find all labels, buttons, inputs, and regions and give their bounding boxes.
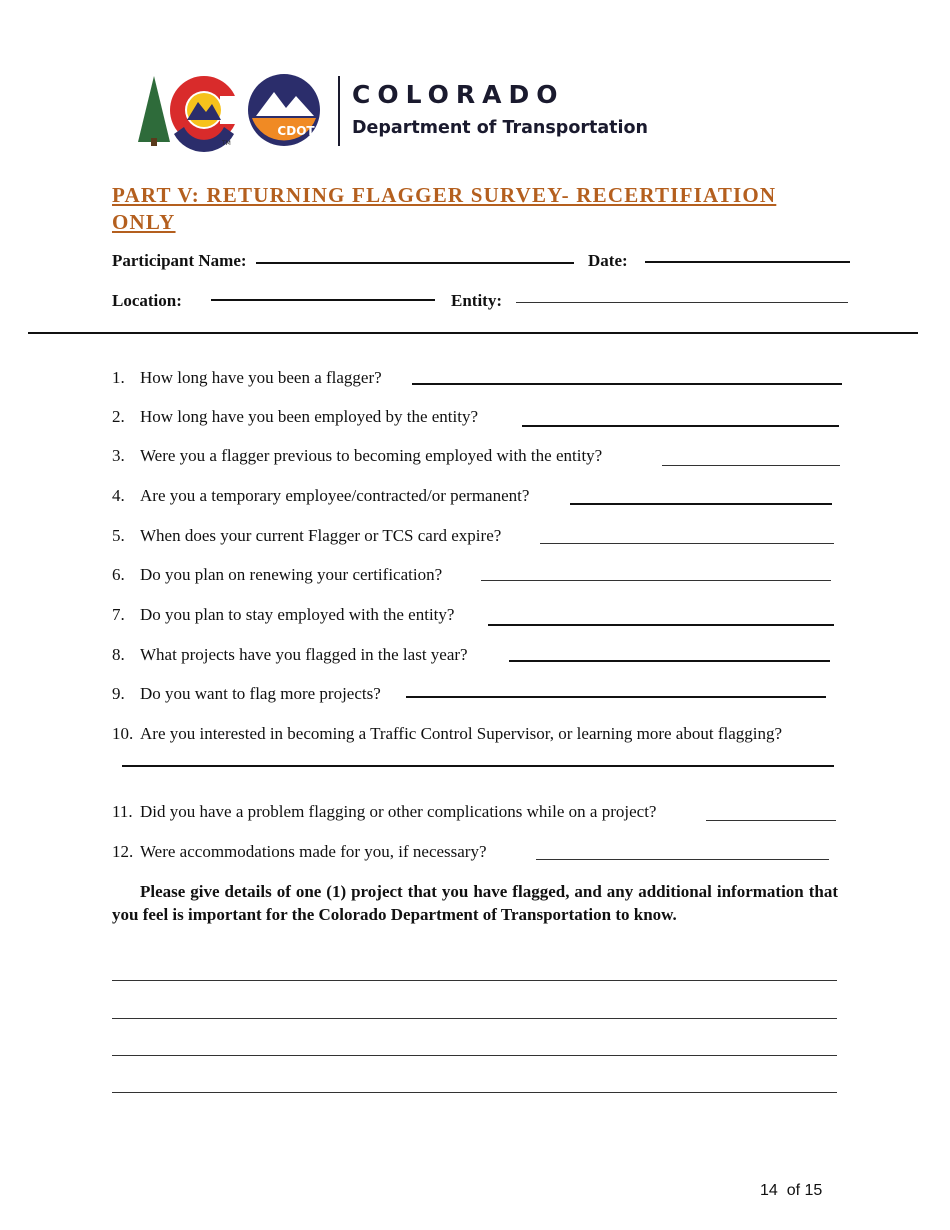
question-text: Are you a temporary employee/contracted/or permanent? xyxy=(140,486,530,505)
question-text: Do you plan on renewing your certification? xyxy=(140,565,443,584)
answer-line-2[interactable] xyxy=(522,425,839,427)
question-5 xyxy=(112,526,501,546)
question-1 xyxy=(112,368,382,388)
question-number: 10. xyxy=(112,724,134,743)
cdot-badge-text: CDOT xyxy=(277,124,315,138)
answer-line-4[interactable] xyxy=(570,503,832,505)
question-number: 6. xyxy=(112,565,125,584)
question-number: 11. xyxy=(112,802,133,821)
date-label: Date: xyxy=(588,251,628,270)
page-of: of xyxy=(786,1182,801,1199)
question-number: 4. xyxy=(112,486,125,505)
section-title: PART V: RETURNING FLAGGER SURVEY- RECERTIFIATION ONLY xyxy=(112,183,777,234)
location-field[interactable] xyxy=(211,299,435,301)
question-text: When does your current Flagger or TCS card expire? xyxy=(140,526,502,545)
question-text: Are you interested in becoming a Traffic Control Supervisor, or learning more about flagging? xyxy=(140,724,783,743)
question-2 xyxy=(112,407,478,427)
question-number: 5. xyxy=(112,526,125,545)
answer-line-1[interactable] xyxy=(412,383,842,385)
entity-field[interactable] xyxy=(516,302,848,303)
page-number xyxy=(760,1182,822,1200)
entity-label: Entity: xyxy=(451,291,502,310)
answer-line-9[interactable] xyxy=(406,696,826,698)
question-number: 12. xyxy=(112,842,134,861)
answer-line-3[interactable] xyxy=(662,465,840,466)
details-prompt: Please give details of one (1) project that you have flagged, and any additional information that you feel is important for the Colorado Department of Transportation to know. xyxy=(112,882,838,924)
participant-name-label: Participant Name: xyxy=(112,251,247,270)
question-7 xyxy=(112,605,454,625)
question-9 xyxy=(112,684,381,704)
question-8 xyxy=(112,645,468,665)
answer-line-6[interactable] xyxy=(481,580,831,581)
department-name: Department of Transportation xyxy=(352,118,649,138)
question-text: What projects have you flagged in the last year? xyxy=(140,645,468,664)
answer-line-8[interactable] xyxy=(509,660,830,662)
details-line[interactable] xyxy=(112,1092,837,1093)
question-text: Do you plan to stay employed with the entity? xyxy=(140,605,455,624)
page-total: 15 xyxy=(804,1182,823,1199)
brand-divider xyxy=(338,76,340,146)
question-text: Do you want to flag more projects? xyxy=(140,684,381,703)
participant-name-field[interactable] xyxy=(256,262,574,264)
question-number: 3. xyxy=(112,446,125,465)
org-name: COLORADO xyxy=(352,80,565,109)
colorado-c-logo-icon xyxy=(134,72,344,152)
question-number: 7. xyxy=(112,605,125,624)
question-12 xyxy=(112,842,487,862)
answer-line-12[interactable] xyxy=(536,859,829,860)
question-number: 9. xyxy=(112,684,125,703)
answer-line-11[interactable] xyxy=(706,820,836,821)
location-label: Location: xyxy=(112,291,182,310)
details-line[interactable] xyxy=(112,980,837,981)
trademark-mark: TM xyxy=(222,140,231,147)
details-line[interactable] xyxy=(112,1055,837,1056)
question-6 xyxy=(112,565,442,585)
question-number: 1. xyxy=(112,368,125,387)
question-text: Were accommodations made for you, if necessary? xyxy=(140,842,487,861)
question-3 xyxy=(112,446,602,466)
question-10 xyxy=(112,724,782,744)
date-field[interactable] xyxy=(645,261,850,263)
section-separator xyxy=(28,332,918,334)
question-number: 2. xyxy=(112,407,125,426)
details-line[interactable] xyxy=(112,1018,837,1019)
answer-line-10[interactable] xyxy=(122,765,834,767)
answer-line-7[interactable] xyxy=(488,624,834,626)
page-current: 14 xyxy=(760,1182,778,1199)
question-text: Were you a flagger previous to becoming employed with the entity? xyxy=(140,446,603,465)
answer-line-5[interactable] xyxy=(540,543,834,544)
question-text: How long have you been employed by the entity? xyxy=(140,407,479,426)
question-4 xyxy=(112,486,529,506)
question-number: 8. xyxy=(112,645,125,664)
question-11 xyxy=(112,802,656,822)
question-text: Did you have a problem flagging or other complications while on a project? xyxy=(140,802,657,821)
question-text: How long have you been a flagger? xyxy=(140,368,382,387)
